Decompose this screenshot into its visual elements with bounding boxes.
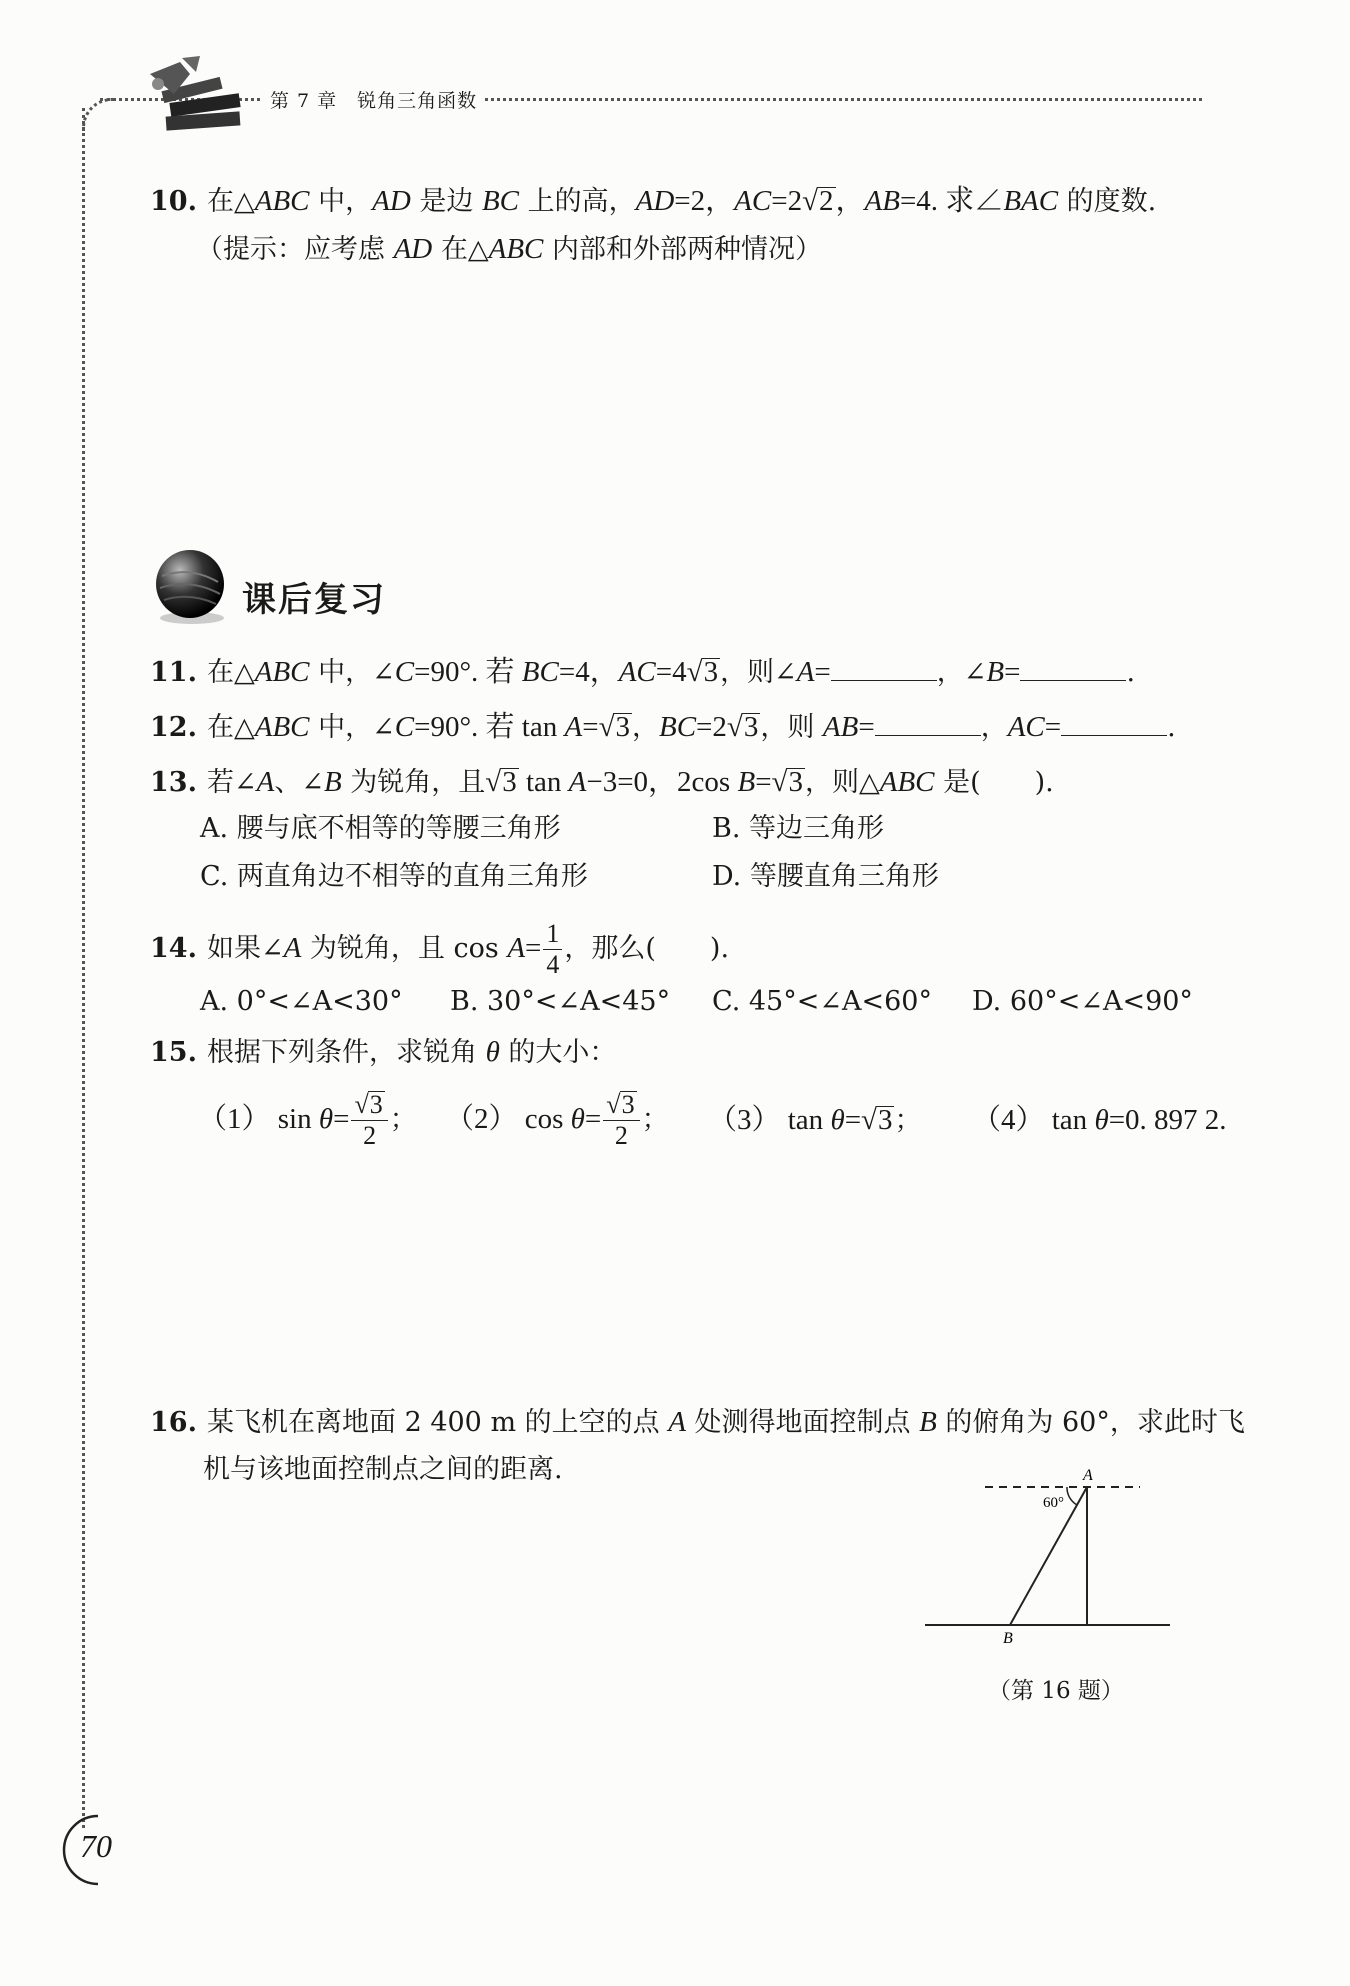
text: 的俯角为 60°，求此时飞 [936, 1407, 1245, 1438]
math-var: BC [658, 711, 697, 743]
text: 某飞机在离地面 2 400 m 的上空的点 [206, 1407, 669, 1438]
part-label: （4） tan [972, 1104, 1095, 1136]
angle-label: 60° [1043, 1495, 1064, 1511]
math-var: B [737, 766, 756, 798]
math-var: AD [635, 185, 675, 217]
math-text: =0. 897 2. [1108, 1104, 1227, 1136]
fraction [543, 919, 562, 980]
question-11: 11. 在△ABC 中，∠C=90°. 若 BC=4，AC=4√3，则∠A= ，∠B= . [150, 656, 1136, 688]
math-var: θ [485, 1036, 500, 1068]
fraction: $\frac{√3}{2}$ [603, 1090, 639, 1151]
sqrt-radicand: 3 [615, 711, 630, 743]
text: ； [389, 1104, 417, 1135]
math-var: AC [734, 185, 772, 217]
question-12: 12. 在△ABC 中，∠C=90°. 若 tan A=√3，BC=2√3，则 AB= ，AC= . [150, 711, 1176, 743]
math-var: AD [372, 185, 411, 217]
question-15-part-3: （3） tan θ=√3； [708, 1104, 922, 1136]
text: 为锐角，且 cos [301, 933, 508, 964]
text: 的度数. [1058, 186, 1157, 217]
part-label: （2） cos [445, 1103, 571, 1135]
text: 内部和外部两种情况） [543, 234, 822, 265]
math-text: = [858, 711, 875, 743]
sqrt-radicand: 3 [743, 711, 759, 743]
math-var: AD [393, 233, 433, 265]
math-var: θ [1094, 1104, 1109, 1136]
math-var: A [568, 766, 587, 798]
question-number: 11. [150, 657, 197, 688]
math-var: A [256, 766, 275, 798]
question-number: 10. [150, 186, 197, 217]
math-text: =4 [655, 656, 687, 688]
math-var: B [919, 1406, 937, 1438]
math-text: =2 [696, 711, 727, 743]
question-number: 12. [150, 712, 197, 743]
question-10-line1: 10. 在△ABC 中，AD 是边 BC 上的高，AD=2，AC=2√2，AB=4. 求∠BAC 的度数. [150, 185, 1157, 217]
denominator: 2 [614, 1121, 628, 1150]
text: 中， [309, 186, 373, 217]
page-number: 70 [80, 1828, 112, 1864]
text: ，则∠ [720, 657, 797, 688]
text: 在△ [206, 712, 255, 743]
sqrt-radicand: 3 [703, 656, 719, 688]
math-text: =90°. 若 [414, 656, 522, 688]
text: ； [641, 1104, 669, 1135]
option-b[interactable]: B. 30°<∠A<45° [450, 986, 671, 1017]
question-13: 13. 若∠A、∠B 为锐角，且√3 tan A−3=0，2cos B=√3，则△ABC 是( ). [150, 766, 1054, 798]
math-var: θ [318, 1103, 334, 1135]
text: ，∠ [936, 657, 987, 688]
text: （提示：应考虑 [196, 234, 394, 265]
sqrt-radicand: 3 [621, 1090, 635, 1119]
math-text: −3=0，2cos [586, 766, 738, 798]
corner-decoration [82, 98, 115, 131]
question-number: 16. [150, 1407, 197, 1438]
option-a[interactable]: A. 0°<∠A<30° [200, 986, 403, 1017]
math-text: = [814, 656, 831, 688]
question-15-part-2 [445, 1088, 669, 1151]
math-var: BAC [1003, 185, 1059, 217]
text: 上的高， [519, 186, 636, 217]
math-var: ABC [254, 185, 310, 217]
question-15-part-1 [198, 1088, 417, 1151]
sqrt-radicand: 2 [819, 185, 834, 217]
math-var: AC [1007, 711, 1045, 743]
text: . [1167, 712, 1176, 743]
chapter-logo-icon [140, 54, 250, 140]
numerator: 1 [543, 919, 562, 950]
answer-blank[interactable] [1061, 713, 1167, 736]
text: 、∠ [274, 767, 324, 798]
text: 处测得地面控制点 [685, 1407, 920, 1438]
answer-blank[interactable] [831, 658, 937, 681]
text: 在△ [432, 234, 489, 265]
answer-blank[interactable] [875, 713, 981, 736]
text: 中，∠ [309, 657, 395, 688]
sqrt-radicand: 3 [502, 766, 517, 798]
math-text: = [1044, 711, 1062, 743]
math-var: AB [864, 185, 900, 217]
question-number: 13. [150, 767, 197, 798]
text: . [1126, 657, 1136, 688]
text: ，那么( ). [564, 933, 730, 964]
fraction: $\frac{√3}{2}$ [351, 1090, 387, 1151]
text: ，则 [760, 712, 823, 743]
text: 在△ [206, 657, 255, 688]
text: 中，∠ [309, 712, 395, 743]
text: 是( ). [934, 767, 1054, 798]
math-var: ABC [488, 233, 544, 265]
text: 的大小： [499, 1037, 617, 1068]
question-14 [150, 918, 729, 980]
math-text: = [584, 1103, 602, 1135]
math-text: = [333, 1103, 350, 1135]
text: 是边 [410, 186, 482, 217]
math-var: θ [570, 1103, 585, 1135]
math-var: C [394, 656, 415, 688]
math-text: tan [518, 766, 569, 798]
side-dotted-rule [82, 108, 85, 1828]
point-a-label: A [1083, 1467, 1093, 1484]
math-var: BC [481, 185, 520, 217]
math-var: BC [521, 656, 559, 688]
text: 根据下列条件，求锐角 [206, 1037, 486, 1068]
math-var: A [564, 711, 583, 743]
text: ，则△ [804, 767, 880, 798]
point-b-label: B [1003, 1630, 1013, 1647]
math-text: =2， [674, 185, 735, 217]
figure-caption: （第 16 题） [988, 1678, 1124, 1704]
option-b[interactable]: B. 等边三角形 [712, 813, 885, 844]
math-var: C [394, 711, 415, 743]
math-text: = [844, 1104, 862, 1136]
math-text: =4， [558, 656, 619, 688]
section-ball-icon [150, 546, 230, 626]
math-text: =90°. 若 tan [414, 711, 565, 743]
part-label: （1） sin [198, 1103, 319, 1135]
option-c[interactable]: C. 两直角边不相等的直角三角形 [200, 861, 588, 892]
answer-blank[interactable] [1020, 658, 1126, 681]
sqrt-radicand: 3 [877, 1104, 893, 1136]
question-10-hint [196, 232, 822, 267]
math-var: A [796, 656, 815, 688]
math-text: = [1004, 656, 1021, 688]
question-15 [150, 1035, 616, 1070]
math-text: = [525, 932, 542, 964]
denominator: 2 [363, 1121, 377, 1150]
math-var: ABC [254, 656, 310, 688]
question-16-line1 [150, 1405, 1245, 1440]
math-text: =2 [771, 185, 803, 217]
angle-arc [1067, 1487, 1077, 1505]
text: ； [894, 1105, 922, 1136]
text: 若∠ [206, 767, 257, 798]
math-var: ABC [879, 766, 935, 798]
text: 如果∠ [206, 933, 284, 964]
sqrt-radicand: 3 [369, 1090, 383, 1119]
math-var: ABC [254, 711, 310, 743]
question-15-part-4 [972, 1103, 1227, 1138]
text: 在△ [206, 186, 255, 217]
math-var: A [668, 1406, 686, 1438]
part-label: （3） tan [708, 1104, 831, 1136]
question-16-line2: 机与该地面控制点之间的距离. [203, 1454, 563, 1485]
math-var: B [986, 656, 1005, 688]
text: ， [835, 185, 865, 217]
math-var: AC [618, 656, 656, 688]
math-text: =4. 求∠ [899, 185, 1004, 217]
math-var: AB [822, 711, 859, 743]
sqrt-radicand: 3 [788, 766, 803, 798]
math-text: = [755, 766, 772, 798]
question-number: 14. [150, 933, 197, 964]
chapter-heading: 第 7 章 锐角三角函数 [262, 86, 485, 113]
figure-16-diagram [915, 1465, 1175, 1655]
text: ， [980, 712, 1008, 743]
text: ， [631, 712, 659, 743]
math-var: A [283, 932, 302, 964]
math-var: A [507, 932, 526, 964]
option-c[interactable]: C. 45°<∠A<60° [712, 986, 932, 1017]
option-a[interactable]: A. 腰与底不相等的等腰三角形 [200, 813, 561, 844]
text: 为锐角，且 [341, 767, 486, 798]
option-d[interactable]: D. 等腰直角三角形 [712, 861, 939, 892]
math-var: B [323, 766, 342, 798]
math-text: = [582, 711, 599, 743]
section-title: 课后复习 [242, 580, 386, 620]
option-d[interactable]: D. 60°<∠A<90° [972, 986, 1193, 1017]
question-number: 15. [150, 1037, 197, 1068]
denominator: 4 [546, 950, 560, 979]
math-var: θ [830, 1104, 845, 1136]
